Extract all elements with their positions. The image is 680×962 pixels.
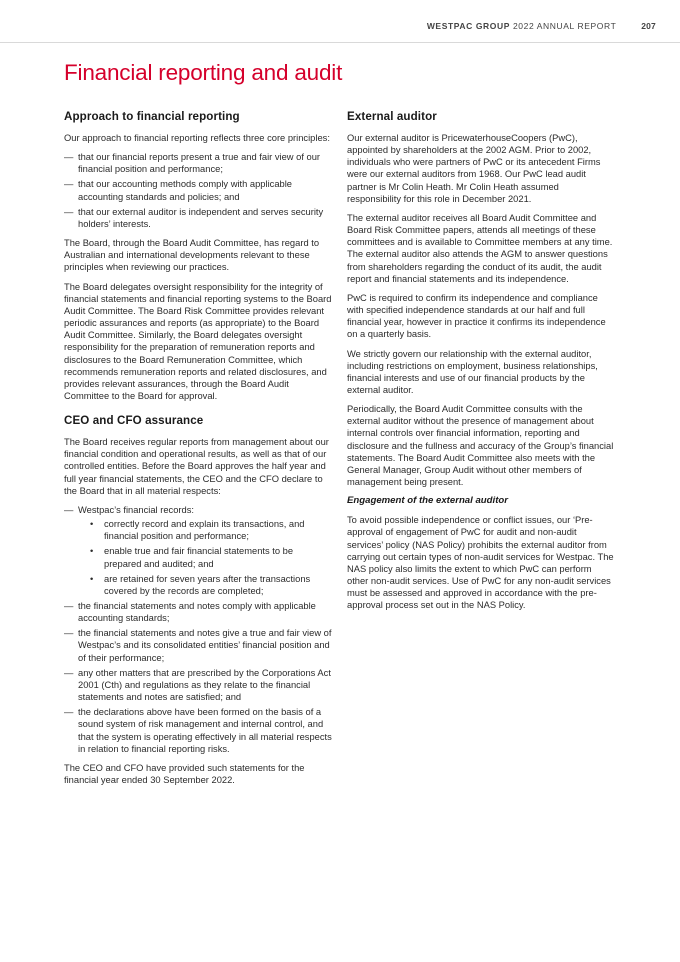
record-item: • correctly record and explain its transactions, and financial position and performance;	[78, 518, 332, 542]
ceo-cfo-heading: CEO and CFO assurance	[64, 414, 204, 428]
engagement-heading: Engagement of the external auditor	[347, 495, 508, 507]
principle-item: — that our external auditor is independent and serves security holders’ interests.	[64, 206, 332, 230]
external-auditor-heading: External auditor	[347, 110, 437, 123]
approach-intro: Our approach to financial reporting reflects three core principles:	[64, 133, 330, 143]
declaration-item	[64, 504, 332, 597]
page-header	[0, 0, 680, 43]
ceo-cfo-section	[64, 414, 332, 786]
declaration-item: — the financial statements and notes give a true and fair view of Westpac’s and its consolidated entities’ financial position and of their performance;	[64, 627, 332, 663]
external-auditor-paragraph: We strictly govern our relationship with the external auditor, including restrictions on employment, business relationships, financial interests and use of our financial products by the external auditor.	[347, 348, 598, 395]
header-org: WESTPAC GROUP	[426, 21, 511, 31]
external-auditor-section	[347, 110, 615, 488]
records-list	[78, 518, 332, 597]
ceo-cfo-intro: The Board receives regular reports from management about our financial condition and operational results, as well as that of our controlled entities. Before the Board approves the half year and full year financial statements, the CEO and the CFO declare to the Board that in all material respects:	[64, 437, 329, 496]
header-report: 2022 ANNUAL REPORT	[512, 21, 617, 31]
declaration-item: — any other matters that are prescribed by the Corporations Act 2001 (Cth) and regulations as they relate to the financial statements and notes are satisfied; and	[64, 667, 332, 703]
approach-paragraph: The Board delegates oversight responsibility for the integrity of financial statements and financial reporting systems to the Board Audit Committee. The Board Risk Committee provides relevant periodic assurances and reports (as appropriate) to the Board Audit Committee. Similarly, the Board delegates oversight responsibility for the preparation of remuneration reports and disclosures to the Board Remuneration Committee, which recommends remuneration reports and related disclosures, and provides relevant assurances, through the Board Audit Committee to the Board for approval.	[64, 281, 332, 401]
external-auditor-paragraph: PwC is required to confirm its independence and compliance with specified independence standards at our half and full financial year, however in practice it confirms its independence on a quarterly basis.	[347, 292, 606, 340]
external-auditor-paragraph: Periodically, the Board Audit Committee consults with the external auditor without the presence of management about internal controls over financial information, reporting and disclosure and the fullness and accuracy of the Group’s financial statements. The Board Audit Committee also meets with the General Manager, Group Audit without other members of management being present.	[347, 404, 614, 488]
external-auditor-paragraph: Our external auditor is PricewaterhouseCoopers (PwC), appointed by shareholders at the 2002 AGM. Prior to 2002, individuals who were partners of PwC or its antecedent Firms were our external auditors from 1968. Our PwC lead audit partner is Mr Colin Heath. Mr Colin Heath assumed responsibility for this role in December 2021.	[347, 133, 601, 204]
engagement-paragraph: To avoid possible independence or conflict issues, our ‘Pre-approval of engagement of PwC for audit and non-audit services’ policy (NAS Policy) prohibits the external auditor from carrying out certain types of non-audit services for Westpac. The NAS policy also limits the extent to which PwC can perform other non-audit services. Use of PwC for any non-audit services must be assessed and approved in accordance with the pre-approval process set out in the NAS Policy.	[347, 515, 614, 611]
approach-heading: Approach to financial reporting	[64, 110, 240, 123]
declaration-item: — the financial statements and notes comply with applicable accounting standards;	[64, 600, 332, 624]
declarations-list	[64, 504, 332, 755]
principles-list	[64, 151, 332, 230]
principle-item: — that our accounting methods comply with applicable accounting standards and policies; and	[64, 178, 332, 202]
running-header	[427, 21, 656, 31]
right-column	[347, 110, 615, 618]
record-item: • are retained for seven years after the transactions covered by the records are completed;	[78, 573, 332, 597]
declaration-text: Westpac’s financial records:	[78, 504, 194, 515]
page-number: 207	[641, 21, 656, 31]
left-column	[64, 110, 332, 793]
external-auditor-paragraph: The external auditor receives all Board Audit Committee and Board Risk Committee papers, attends all meetings of these committees and is available to Committee members at any time. The external auditor also attends the AGM to answer questions from shareholders regarding the conduct of its audit, the audit report and financial statements and its independence.	[347, 212, 613, 284]
approach-section	[64, 110, 332, 402]
approach-paragraph: The Board, through the Board Audit Committee, has regard to Australian and international developments relevant to these principles when reviewing our practices.	[64, 238, 320, 273]
ceo-cfo-closing: The CEO and CFO have provided such statements for the financial year ended 30 September 2022.	[64, 762, 305, 786]
record-item: • enable true and fair financial statements to be prepared and audited; and	[78, 545, 332, 569]
principle-item: — that our financial reports present a true and fair view of our financial position and performance;	[64, 151, 332, 175]
declaration-item: — the declarations above have been formed on the basis of a sound system of risk management and internal control, and that the system is operating effectively in all material respects in relation to financial reporting risks.	[64, 706, 332, 755]
page-title: Financial reporting and audit	[64, 60, 343, 85]
engagement-section	[347, 495, 615, 611]
